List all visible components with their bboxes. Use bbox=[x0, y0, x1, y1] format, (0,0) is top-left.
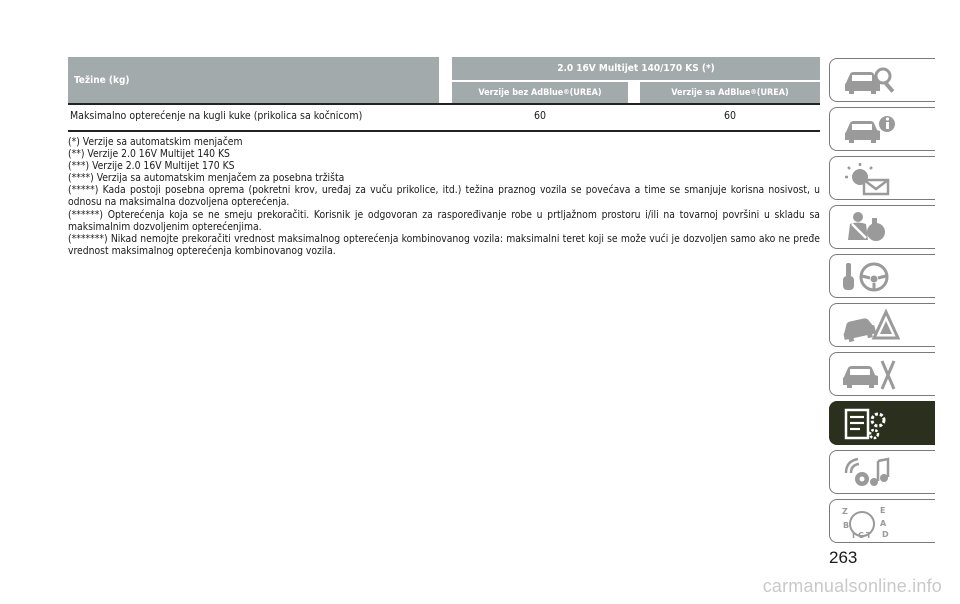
table-subheader-without-adblue: Verzije bez AdBlue ® (UREA) bbox=[452, 82, 628, 103]
footnote: (**) Verzije 2.0 16V Multijet 140 KS bbox=[68, 148, 230, 161]
table-row bbox=[68, 105, 820, 127]
row-value-with-adblue: 60 bbox=[723, 110, 737, 122]
svg-text:E: E bbox=[880, 506, 886, 515]
footnote: (***) Verzije 2.0 16V Multijet 170 KS bbox=[68, 160, 235, 173]
warning-light-message-icon bbox=[840, 161, 900, 197]
watermark: carmanualsonline.info bbox=[762, 576, 942, 596]
footnote: (****) Verzija sa automatskim menjačem za posebna tržišta bbox=[68, 172, 345, 185]
footnote: (******) Opterećenja koja se ne smeju prekoračiti. Korisnik je odgovoran za raspoređivanje robe u prtljažnom prostoru i/ili na tovarnoj površini u skladu sa maksimalnim dozvoljenim opterećenjima. bbox=[68, 208, 820, 233]
technical-data-gear-icon bbox=[840, 406, 900, 442]
footnote: (*****) Kada postoji posebna oprema (pokretni krov, uređaj za vuču prikolice, itd.) težina praznog vozila se povećava a time se smanjuje korisna nosivost, u odnosu na maksimalna dozvoljena opterećenja. bbox=[68, 184, 820, 209]
car-info-icon bbox=[840, 112, 900, 148]
alphabetical-index-icon bbox=[840, 504, 900, 540]
tab-getting-to-know[interactable] bbox=[829, 107, 935, 151]
tab-emergency[interactable] bbox=[829, 303, 935, 347]
svg-text:I: I bbox=[852, 531, 855, 540]
tab-index[interactable] bbox=[829, 499, 935, 543]
tab-technical-data[interactable] bbox=[829, 401, 935, 445]
table-header-weights: Težine (kg) bbox=[68, 57, 439, 103]
tab-dashboard[interactable] bbox=[829, 58, 935, 102]
multimedia-music-icon bbox=[840, 455, 900, 491]
footnote: (*) Verzije sa automatskim menjačem bbox=[68, 136, 243, 148]
seatbelt-airbag-icon bbox=[840, 210, 900, 246]
key-steering-wheel-icon bbox=[840, 259, 900, 295]
table-bottom-divider bbox=[68, 130, 820, 132]
svg-text:D: D bbox=[882, 530, 889, 539]
table-subheader-with-adblue: Verzije sa AdBlue ® (UREA) bbox=[640, 82, 820, 103]
svg-text:C: C bbox=[858, 531, 864, 540]
row-value-without-adblue: 60 bbox=[533, 110, 547, 122]
footnotes bbox=[68, 136, 820, 257]
car-breakdown-warning-icon bbox=[840, 308, 900, 344]
svg-text:A: A bbox=[880, 519, 887, 528]
svg-text:B: B bbox=[843, 521, 850, 530]
tab-safety[interactable] bbox=[829, 205, 935, 249]
tab-warning-lights[interactable] bbox=[829, 156, 935, 200]
table-header-engine: 2.0 16V Multijet 140/170 KS (*) bbox=[452, 57, 820, 80]
tab-servicing[interactable] bbox=[829, 352, 935, 396]
row-label: Maksimalno opterećenje na kugli kuke (prikolica sa kočnicom) bbox=[70, 110, 363, 122]
car-maintenance-tools-icon bbox=[840, 357, 900, 393]
footnote: (*******) Nikad nemojte prekoračiti vrednost maksimalnog opterećenja kombinovanog vozila: maksimalni teret koji se može vući je dozvoljen samo ako ne pređe vrednost maksimalnog opterećenja kombinovanog vozila. bbox=[68, 232, 820, 257]
tab-multimedia[interactable] bbox=[829, 450, 935, 494]
car-search-icon bbox=[840, 63, 900, 99]
tab-starting-driving[interactable] bbox=[829, 254, 935, 298]
svg-text:T: T bbox=[866, 531, 872, 540]
page-number: 263 bbox=[829, 548, 858, 567]
svg-text:Z: Z bbox=[842, 507, 848, 516]
